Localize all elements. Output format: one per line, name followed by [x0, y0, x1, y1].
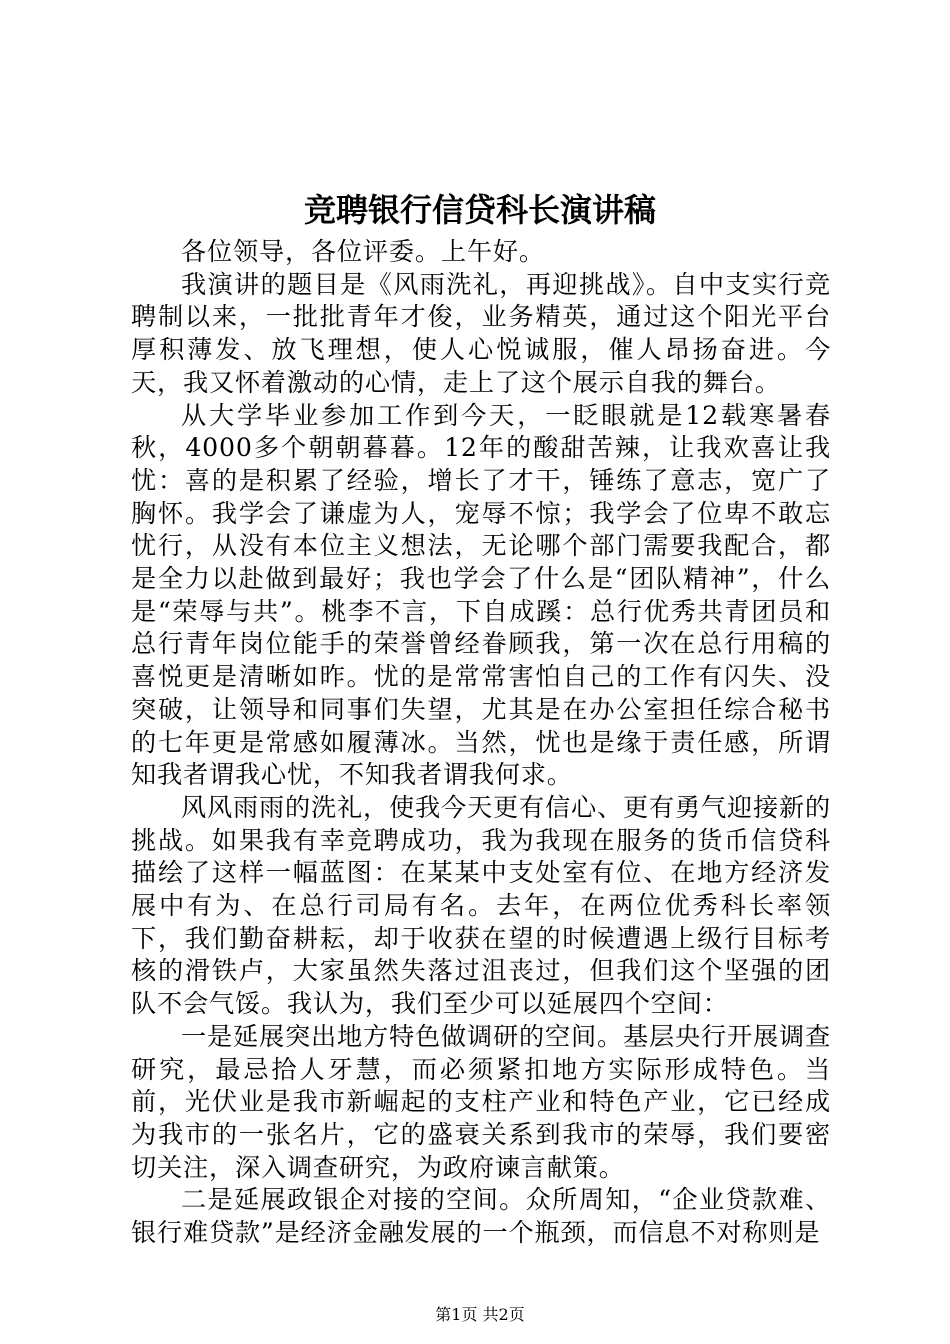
paragraph-vision: 风风雨雨的洗礼，使我今天更有信心、更有勇气迎接新的挑战。如果我有幸竞聘成功，我为我现在服务的货币信贷科描绘了这样一幅蓝图：在某某中支处室有位、在地方经济发展中有为、在总行司局有名。去年，在两位优秀科长率领下，我们勤奋耕耘，却于收获在望的时候遭遇上级行目标考核的滑铁卢，大家虽然失落过沮丧过，但我们这个坚强的团队不会气馁。我认为，我们至少可以延展四个空间： — [131, 792, 831, 1019]
paragraph-space-one: 一是延展突出地方特色做调研的空间。基层央行开展调查研究，最忌拾人牙慧，而必须紧扣地方实际形成特色。当前，光伏业是我市新崛起的支柱产业和特色产业，它已经成为我市的一张名片，它的盛衰关系到我市的荣辱，我们要密切关注，深入调查研究，为政府谏言献策。 — [131, 1021, 831, 1182]
document-body — [131, 236, 831, 1250]
paragraph-space-two: 二是延展政银企对接的空间。众所周知，“企业贷款难、银行难贷款”是经济金融发展的一个瓶颈，而信息不对称则是 — [131, 1185, 831, 1248]
paragraph-greeting: 各位领导，各位评委。上午好。 — [181, 237, 545, 266]
paragraph-topic: 我演讲的题目是《风雨洗礼，再迎挑战》。自中支实行竞聘制以来，一批批青年才俊，业务精英，通过这个阳光平台厚积薄发、放飞理想，使人心悦诚服，催人昂扬奋进。今天，我又怀着激动的心情，走上了这个展示自我的舞台。 — [131, 269, 831, 397]
paragraph-experience: 从大学毕业参加工作到今天，一眨眼就是12载寒暑春秋，4000多个朝朝暮暮。12年的酸甜苦辣，让我欢喜让我忧：喜的是积累了经验，增长了才干，锤练了意志，宽广了胸怀。我学会了谦虚为人，宠辱不惊；我学会了位卑不敢忘忧行，从没有本位主义想法，无论哪个部门需要我配合，都是全力以赴做到最好；我也学会了什么是“团队精神”，什么是“荣辱与共”。桃李不言，下自成蹊：总行优秀共青团员和总行青年岗位能手的荣誉曾经眷顾我，第一次在总行用稿的喜悦更是清晰如昨。忧的是常常害怕自己的工作有闪失、没突破，让领导和同事们失望，尤其是在办公室担任综合秘书的七年更是常感如履薄冰。当然，忧也是缘于责任感，所谓知我者谓我心忧，不知我者谓我何求。 — [131, 400, 831, 790]
document-title: 竞聘银行信贷科长演讲稿 — [303, 191, 656, 229]
page-number-footer: 第1页 共2页 — [435, 1305, 525, 1324]
